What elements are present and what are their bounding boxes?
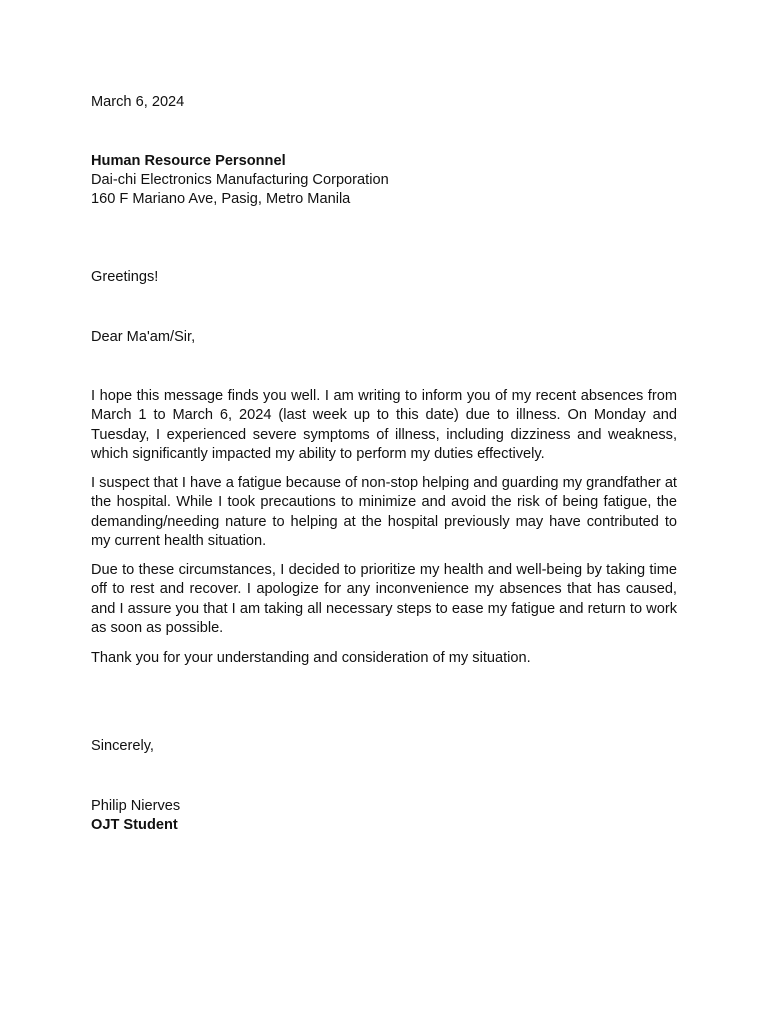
greeting: Greetings! bbox=[91, 269, 159, 285]
signature-position: OJT Student bbox=[91, 817, 178, 833]
recipient-address: 160 F Mariano Ave, Pasig, Metro Manila bbox=[91, 191, 351, 207]
letter-date: March 6, 2024 bbox=[91, 94, 185, 110]
body-paragraph-4: Thank you for your understanding and consideration of my situation. bbox=[91, 650, 531, 666]
recipient-title: Human Resource Personnel bbox=[91, 153, 286, 169]
recipient-company: Dai-chi Electronics Manufacturing Corporation bbox=[91, 172, 389, 188]
body-paragraph-1: I hope this message finds you well. I am writing to inform you of my recent absences from March 1 to March 6, 2024 (last week up to this date) due to illness. On Monday and Tuesday, I experienced severe symptoms of illness, including dizziness and weakness, which significantly impacted my ability to perform my duties effectively. bbox=[91, 388, 677, 463]
body-paragraph-2: I suspect that I have a fatigue because of non-stop helping and guarding my grandfather at the hospital. While I took precautions to minimize and avoid the risk of being fatigue, the demanding/needing nature to helping at the hospital previously may have contributed to my current health situation. bbox=[91, 475, 677, 550]
salutation: Dear Ma'am/Sir, bbox=[91, 329, 196, 345]
closing: Sincerely, bbox=[91, 738, 154, 754]
signature-name: Philip Nierves bbox=[91, 798, 181, 814]
body-paragraph-3: Due to these circumstances, I decided to prioritize my health and well-being by taking time off to rest and recover. I apologize for any inconvenience my absences that has caused, and I assure you that I am taking all necessary steps to ease my fatigue and return to work as soon as possible. bbox=[91, 562, 677, 637]
